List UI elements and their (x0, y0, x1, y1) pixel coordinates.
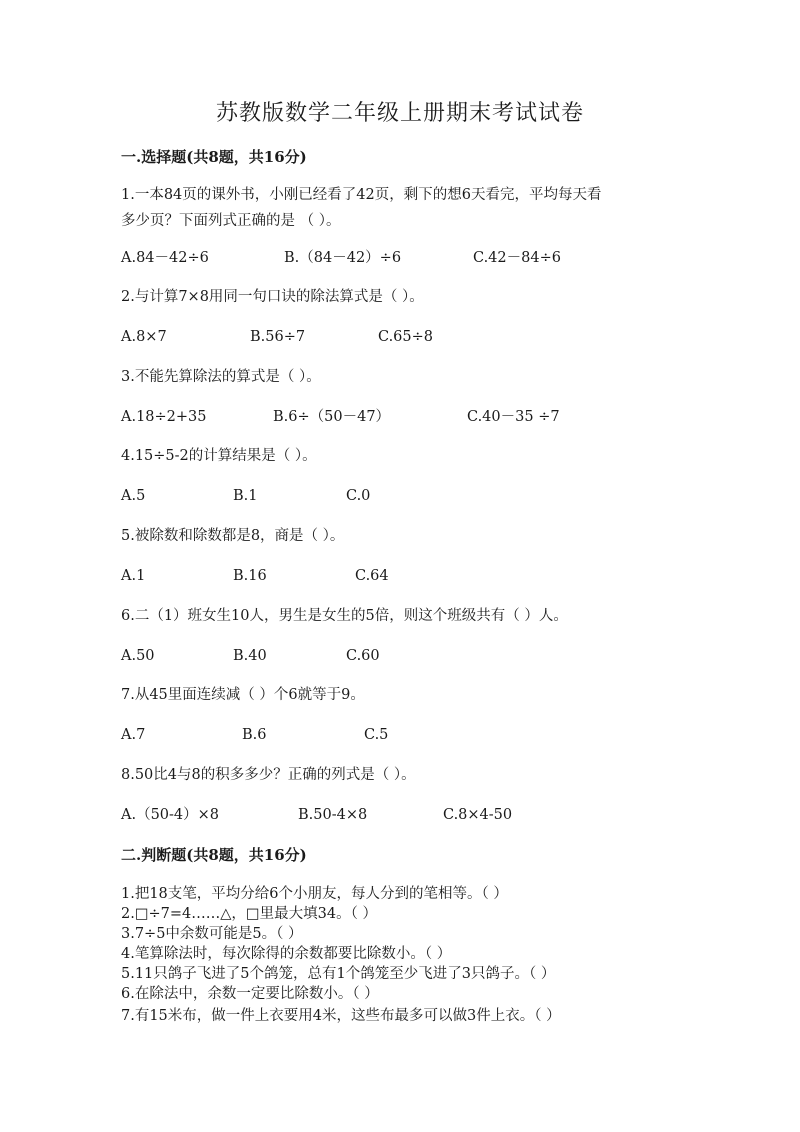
question-6-option-b: B.40 (233, 648, 267, 664)
question-2-option-c: C.65÷8 (378, 329, 434, 345)
section-heading-choice: 一.选择题(共8题，共16分) (121, 148, 307, 166)
question-1-option-c: C.42－84÷6 (473, 250, 561, 266)
question-3-option-c: C.40－35 ÷7 (467, 409, 560, 425)
question-4-option-a: A.5 (121, 488, 146, 504)
true-false-item-3: 3.7÷5中余数可能是5。（ ） (121, 926, 303, 942)
true-false-item-7: 7.有15米布，做一件上衣要用4米，这些布最多可以做3件上衣。（ ） (121, 1008, 561, 1024)
question-2-stem: 2.与计算7×8用同一句口诀的除法算式是（ ）。 (121, 289, 424, 305)
question-2-option-a: A.8×7 (121, 329, 167, 345)
question-8-option-a: A.（50-4）×8 (121, 807, 220, 823)
question-7-stem: 7.从45里面连续减（ ）个6就等于9。 (121, 687, 365, 703)
question-8-stem: 8.50比4与8的积多多少？正确的列式是（ ）。 (121, 767, 416, 783)
question-8-option-b: B.50-4×8 (298, 807, 368, 823)
question-3-option-a: A.18÷2+35 (121, 409, 207, 425)
question-5-option-c: C.64 (355, 568, 389, 584)
question-4-option-c: C.0 (346, 488, 371, 504)
question-1-stem-line-2: 多少页？下面列式正确的是 （ ）。 (121, 213, 341, 229)
question-1-stem-line-1: 1.一本84页的课外书，小刚已经看了42页，剩下的想6天看完，平均每天看 (121, 187, 602, 203)
question-4-stem: 4.15÷5-2的计算结果是（ ）。 (121, 448, 317, 464)
true-false-item-4: 4.笔算除法时，每次除得的余数都要比除数小。（ ） (121, 946, 452, 962)
question-7-option-b: B.6 (242, 727, 267, 743)
question-6-stem: 6.二（1）班女生10人，男生是女生的5倍，则这个班级共有（ ）人。 (121, 608, 568, 624)
question-5-stem: 5.被除数和除数都是8，商是（ ）。 (121, 528, 345, 544)
true-false-item-5: 5.11只鸽子飞进了5个鸽笼，总有1个鸽笼至少飞进了3只鸽子。（ ） (121, 966, 556, 982)
question-4-option-b: B.1 (233, 488, 258, 504)
question-6-option-a: A.50 (121, 648, 155, 664)
section-heading-true-false: 二.判断题(共8题，共16分) (121, 846, 307, 864)
true-false-item-1: 1.把18支笔，平均分给6个小朋友，每人分到的笔相等。（ ） (121, 886, 508, 902)
question-8-option-c: C.8×4-50 (443, 807, 513, 823)
true-false-item-2: 2.□÷7=4……△，□里最大填34。（ ） (121, 906, 377, 922)
question-5-option-a: A.1 (121, 568, 146, 584)
true-false-item-6: 6.在除法中，余数一定要比除数小。（ ） (121, 986, 379, 1002)
question-1-option-b: B.（84－42）÷6 (284, 250, 402, 266)
page-title: 苏教版数学二年级上册期末考试试卷 (215, 101, 584, 126)
question-2-option-b: B.56÷7 (250, 329, 306, 345)
question-7-option-a: A.7 (121, 727, 146, 743)
question-6-option-c: C.60 (346, 648, 380, 664)
question-5-option-b: B.16 (233, 568, 267, 584)
question-7-option-c: C.5 (364, 727, 389, 743)
question-1-option-a: A.84－42÷6 (121, 250, 209, 266)
question-3-option-b: B.6÷（50－47） (273, 409, 391, 425)
question-3-stem: 3.不能先算除法的算式是（ ）。 (121, 369, 321, 385)
